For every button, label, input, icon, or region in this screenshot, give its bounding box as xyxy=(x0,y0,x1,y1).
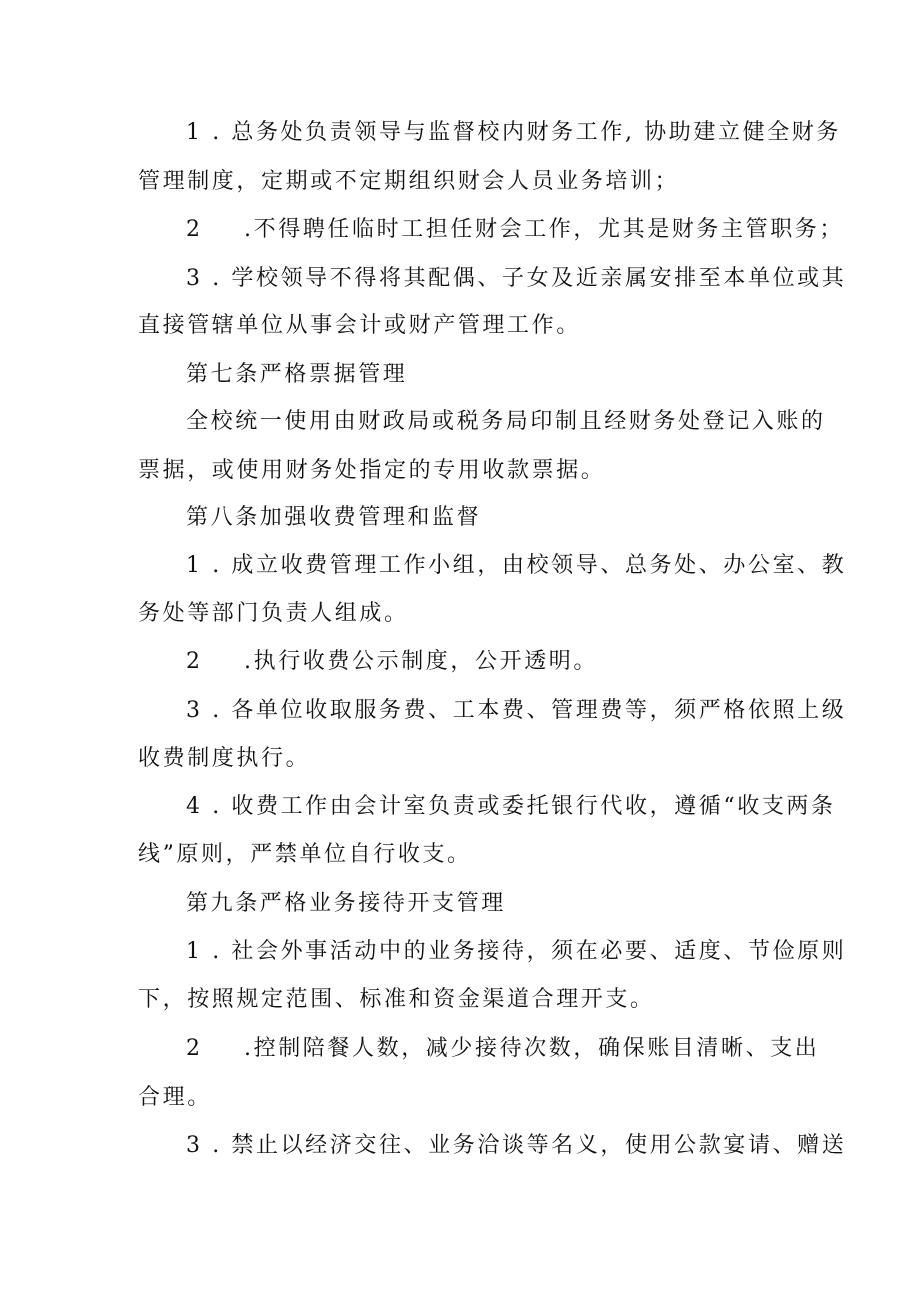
text-line: 1 . 成立收费管理工作小组，由校领导、总务处、办公室、教 xyxy=(186,553,847,578)
text-line: 4 . 收费工作由会计室负责或委托银行代收，遵循“收支两条 xyxy=(186,794,836,819)
text-line: 票据，或使用财务处指定的专用收款票据。 xyxy=(138,458,606,483)
text-line xyxy=(186,647,798,677)
section-heading: 第九条严格业务接待开支管理 xyxy=(186,891,506,916)
text-line xyxy=(186,215,844,245)
item-number: 2 xyxy=(186,217,200,242)
item-number: 2 xyxy=(186,1036,200,1061)
text-line: 收费制度执行。 xyxy=(138,746,311,771)
text-line: 管理制度，定期或不定期组织财会人员业务培训； xyxy=(138,169,680,194)
text-line: 务处等部门负责人组成。 xyxy=(138,601,409,626)
item-text: .执行收费公示制度，公开透明。 xyxy=(244,649,598,674)
text-line: 线”原则，严禁单位自行收支。 xyxy=(138,842,472,867)
text-line: 1 . 总务处负责领导与监督校内财务工作, 协助建立健全财务 xyxy=(186,120,841,145)
item-number: 2 xyxy=(186,649,200,674)
section-heading: 第七条严格票据管理 xyxy=(186,362,408,387)
text-line: 合理。 xyxy=(138,1085,212,1110)
item-text: .不得聘任临时工担任财会工作，尤其是财务主管职务； xyxy=(244,217,844,242)
text-line: 3 . 各单位收取服务费、工本费、管理费等，须严格依照上级 xyxy=(186,698,847,723)
text-line: 1 . 社会外事活动中的业务接待，须在必要、适度、节俭原则 xyxy=(186,939,847,964)
item-text: .控制陪餐人数，减少接待次数，确保账目清晰、支出 xyxy=(244,1036,820,1061)
text-line xyxy=(186,1034,820,1064)
text-line: 直接管辖单位从事会计或财产管理工作。 xyxy=(138,313,581,338)
section-heading: 第八条加强收费管理和监督 xyxy=(186,505,482,530)
text-line: 3 . 学校领导不得将其配偶、子女及近亲属安排至本单位或其 xyxy=(186,266,847,291)
text-line: 3 . 禁止以经济交往、业务洽谈等名义，使用公款宴请、赠送 xyxy=(186,1133,847,1158)
text-line: 全校统一使用由财政局或税务局印制且经财务处登记入账的 xyxy=(186,409,826,434)
text-line: 下，按照规定范围、标准和资金渠道合理开支。 xyxy=(138,987,655,1012)
